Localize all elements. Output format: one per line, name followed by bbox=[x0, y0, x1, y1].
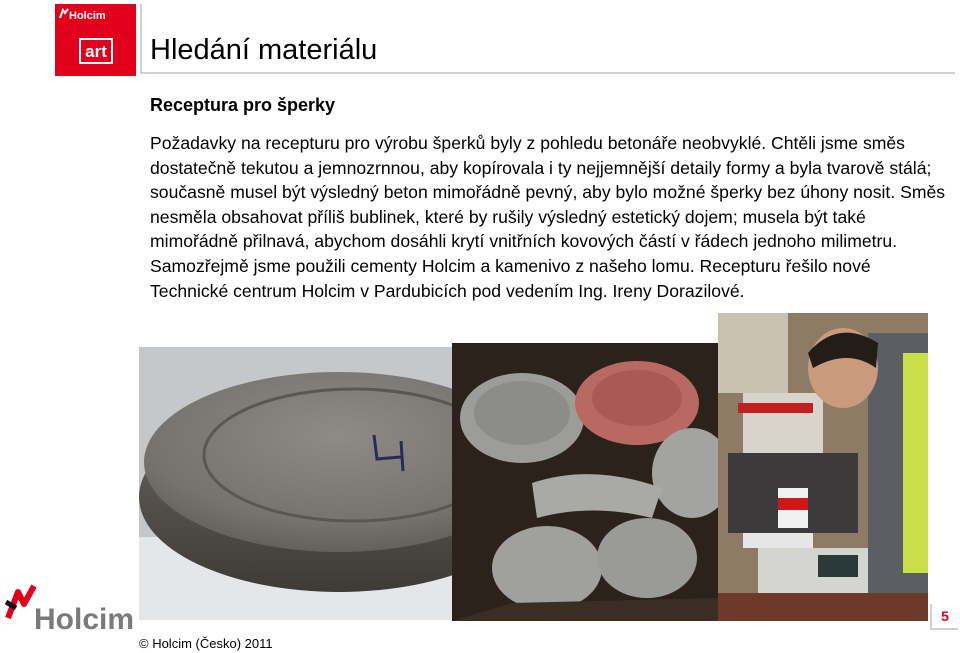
art-logo-box: art bbox=[79, 38, 113, 64]
concrete-pieces-image bbox=[452, 343, 720, 621]
holcim-logo-wordmark: Holcim bbox=[34, 603, 135, 636]
page-number: 5 bbox=[930, 604, 958, 630]
logo-small-text: Holcim bbox=[69, 10, 106, 22]
slide-subtitle: Receptura pro šperky bbox=[150, 95, 336, 115]
lab-technician-photo bbox=[718, 313, 928, 621]
slide-title: Hledání materiálu bbox=[150, 34, 378, 66]
header-divider-horizontal bbox=[140, 72, 955, 74]
concrete-pieces-photo bbox=[452, 343, 720, 621]
holcim-mark-icon bbox=[59, 8, 69, 20]
lab-technician-image bbox=[718, 313, 928, 621]
footer-copyright: © Holcim (Česko) 2011 bbox=[139, 636, 273, 651]
holcim-logo bbox=[4, 580, 135, 640]
holcim-art-logo bbox=[55, 4, 136, 76]
slide-body-text: Požadavky na recepturu pro výrobu šperků byly z pohledu betonáře neobvyklé. Chtěli jsme směs dostatečně tekutou a jemnozrnnou, aby kopírovala i ty nejjemnější detaily formy a byla tvarově stálá; současně musel být výsledný beton mimořádně pevný, aby bylo možné šperky bez úhony nosit. Směs nesměla obsahovat příliš bublinek, které by rušily výsledný estetický dojem; musela být také mimořádně přilnavá, abychom dosáhli krytí vnitřních kovových částí v řádech jednoho milimetru. Samozřejmě jsme použili cementy Holcim a kamenivo z našeho lomu. Recepturu řešilo nové Technické centrum Holcim v Pardubicích pod vedením Ing. Ireny Dorazilové. bbox=[150, 133, 946, 301]
header-divider-vertical bbox=[140, 4, 142, 74]
